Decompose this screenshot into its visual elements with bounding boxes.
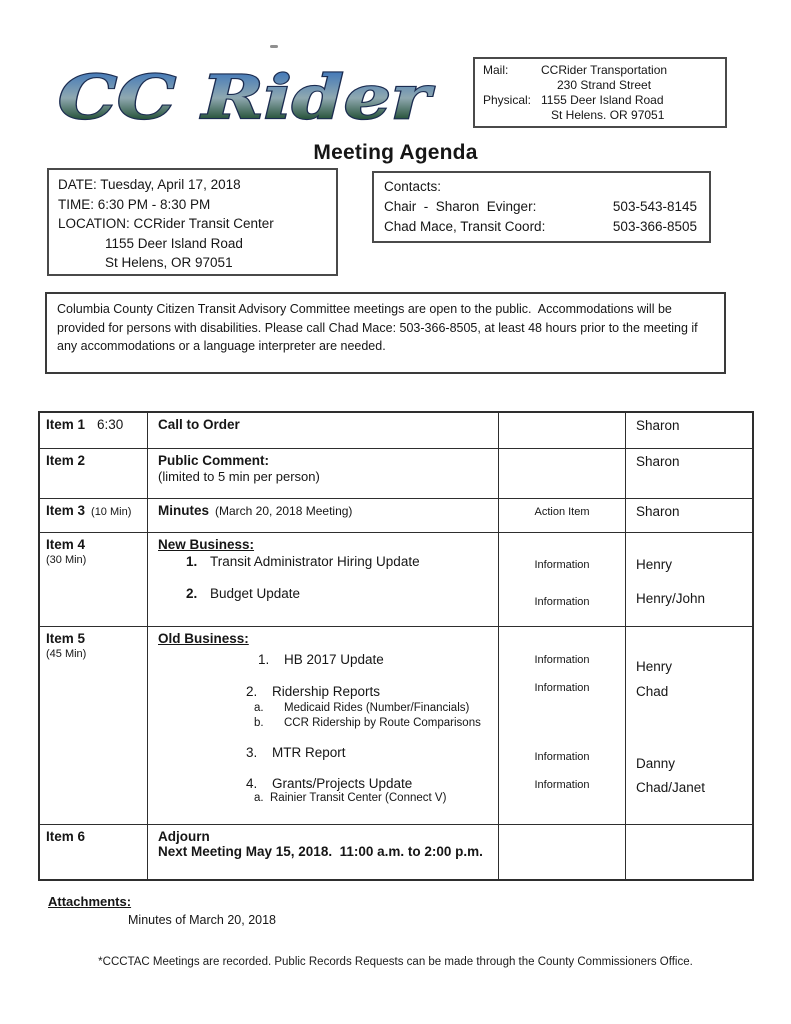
meeting-time: TIME: 6:30 PM - 8:30 PM [58, 196, 211, 212]
item-label: Item 6 [46, 829, 86, 844]
page-title: Meeting Agenda [313, 141, 478, 164]
item-label: Item 5 [46, 631, 86, 646]
mail-org: CCRider Transportation [541, 63, 668, 77]
entry-number: 1. [186, 554, 198, 569]
action-cell [499, 825, 626, 879]
action-tag: Information [534, 596, 590, 608]
presenter-cell [626, 533, 752, 626]
action-tag: Information [534, 779, 590, 791]
entry-text: Transit Administrator Hiring Update [210, 554, 420, 569]
description-cell [148, 449, 499, 498]
entry-text: HB 2017 Update [284, 652, 384, 667]
contact-row [384, 217, 697, 237]
item-cell [40, 825, 148, 879]
action-cell [499, 413, 626, 448]
contacts-heading: Contacts: [384, 179, 442, 194]
description-cell [148, 533, 499, 626]
footer-note: *CCCTAC Meetings are recorded. Public Records Requests can be made through the County Commissioners Office. [98, 956, 693, 968]
presenter: Chad [636, 684, 669, 699]
contact-phone: 503-366-8505 [612, 219, 697, 234]
presenter: Chad/Janet [636, 780, 706, 795]
item-duration: (10 Min) [91, 506, 132, 518]
presenter: Danny [636, 756, 676, 771]
table-row [40, 533, 752, 627]
action-tag: Information [534, 559, 590, 571]
sub-entry-number: a. [254, 792, 264, 804]
action-cell [499, 499, 626, 532]
agenda-sub-entry [158, 791, 494, 806]
table-row [40, 825, 752, 879]
action-cell [499, 533, 626, 626]
presenter: Sharon [636, 504, 680, 519]
agenda-entry [158, 684, 494, 699]
agenda-title: Adjourn [158, 829, 210, 844]
item-label: Item 3 [46, 503, 86, 518]
item-cell [40, 449, 148, 498]
description-cell [148, 499, 499, 532]
agenda-title: Call to Order [158, 417, 240, 432]
presenter: Henry [636, 557, 673, 572]
action-tag: Action Item [534, 506, 590, 518]
table-row [40, 413, 752, 449]
cc-rider-logo [52, 56, 437, 136]
section-heading: New Business: [158, 537, 255, 552]
contact-name: Chad Mace, Transit Coord: [384, 219, 546, 234]
item-time: 6:30 [97, 417, 124, 432]
mail-street: 230 Strand Street [557, 78, 652, 92]
spacer [483, 78, 541, 93]
item-duration: (30 Min) [46, 554, 87, 566]
description-cell [148, 413, 499, 448]
entry-number: 2. [186, 586, 198, 601]
table-row [40, 449, 752, 499]
item-cell [40, 627, 148, 824]
mail-label: Mail: [483, 63, 509, 77]
entry-number: 3. [246, 745, 258, 760]
action-cell [499, 449, 626, 498]
next-meeting-note: Next Meeting May 15, 2018. 11:00 a.m. to 2:00 p.m. [158, 844, 483, 859]
public-notice-text: Columbia County Citizen Transit Advisory Committee meetings are open to the public. Accommodations will be provided for persons with disabilities. Please call Chad Mace: 503-366-8505, at least 48 hours prior to the meeting if any accommodations or a language interpreter are needed. [57, 302, 702, 353]
presenter-cell [626, 413, 752, 448]
sub-entry-text: Rainier Transit Center (Connect V) [270, 792, 447, 804]
sub-entry-text: Medicaid Rides (Number/Financials) [284, 702, 470, 714]
agenda-entry [158, 776, 494, 791]
presenter: Sharon [636, 418, 680, 433]
presenter-cell [626, 627, 752, 824]
entry-text: Grants/Projects Update [272, 776, 413, 791]
physical-label: Physical: [483, 93, 532, 107]
item-cell [40, 533, 148, 626]
presenter: Henry [636, 659, 673, 674]
spacer [483, 108, 541, 123]
agenda-entry [158, 745, 494, 760]
attachments-heading: Attachments: [48, 894, 132, 909]
table-row [40, 627, 752, 825]
contact-phone: 503-543-8145 [612, 199, 697, 214]
attachments-section [48, 893, 276, 929]
presenter: Henry/John [636, 591, 706, 606]
entry-text: MTR Report [272, 745, 346, 760]
meeting-address-line2: St Helens, OR 97051 [105, 255, 233, 270]
presenter-cell [626, 825, 752, 879]
sub-entry-number: b. [254, 717, 264, 729]
section-heading: Old Business: [158, 631, 249, 646]
agenda-note: (limited to 5 min per person) [158, 469, 320, 484]
sub-entry-number: a. [254, 702, 264, 714]
meeting-address-line1: 1155 Deer Island Road [105, 235, 243, 251]
attachment-item: Minutes of March 20, 2018 [128, 913, 276, 927]
mailing-address-box [473, 57, 727, 128]
physical-city: St Helens. OR 97051 [551, 108, 665, 122]
action-tag: Information [534, 751, 590, 763]
action-tag: Information [534, 654, 590, 666]
contact-row [384, 197, 697, 217]
agenda-entry [158, 652, 494, 667]
agenda-title: Minutes [158, 503, 210, 518]
item-label: Item 4 [46, 537, 86, 552]
agenda-title: Public Comment: [158, 453, 270, 468]
item-label: Item 2 [46, 453, 86, 468]
entry-text: Budget Update [210, 586, 301, 601]
scan-artifact [270, 45, 278, 48]
agenda-table [38, 411, 754, 881]
meeting-info-box [47, 168, 338, 276]
agenda-entry [158, 554, 494, 569]
meeting-date: DATE: Tuesday, April 17, 2018 [58, 177, 241, 192]
agenda-entry [158, 586, 494, 601]
contacts-box [372, 171, 711, 243]
table-row [40, 499, 752, 533]
physical-street: 1155 Deer Island Road [541, 93, 664, 107]
presenter: Sharon [636, 454, 680, 469]
logo-text: CC Rider [58, 63, 436, 133]
item-cell [40, 499, 148, 532]
entry-number: 4. [246, 776, 258, 791]
action-tag: Information [534, 682, 590, 694]
agenda-sub-entry [158, 701, 494, 716]
item-label: Item 1 [46, 417, 86, 432]
description-cell [148, 825, 499, 879]
agenda-sub-entry [158, 716, 494, 731]
public-notice-box [45, 292, 726, 374]
presenter-cell [626, 449, 752, 498]
agenda-note: (March 20, 2018 Meeting) [215, 504, 353, 518]
presenter-cell [626, 499, 752, 532]
sub-entry-text: CCR Ridership by Route Comparisons [284, 717, 481, 729]
item-duration: (45 Min) [46, 648, 87, 660]
action-cell [499, 627, 626, 824]
entry-number: 2. [246, 684, 258, 699]
entry-number: 1. [258, 652, 270, 667]
description-cell [148, 627, 499, 824]
contact-name: Chair - Sharon Evinger: [384, 199, 537, 214]
item-cell [40, 413, 148, 448]
meeting-location: LOCATION: CCRider Transit Center [58, 216, 274, 231]
entry-text: Ridership Reports [272, 684, 381, 699]
